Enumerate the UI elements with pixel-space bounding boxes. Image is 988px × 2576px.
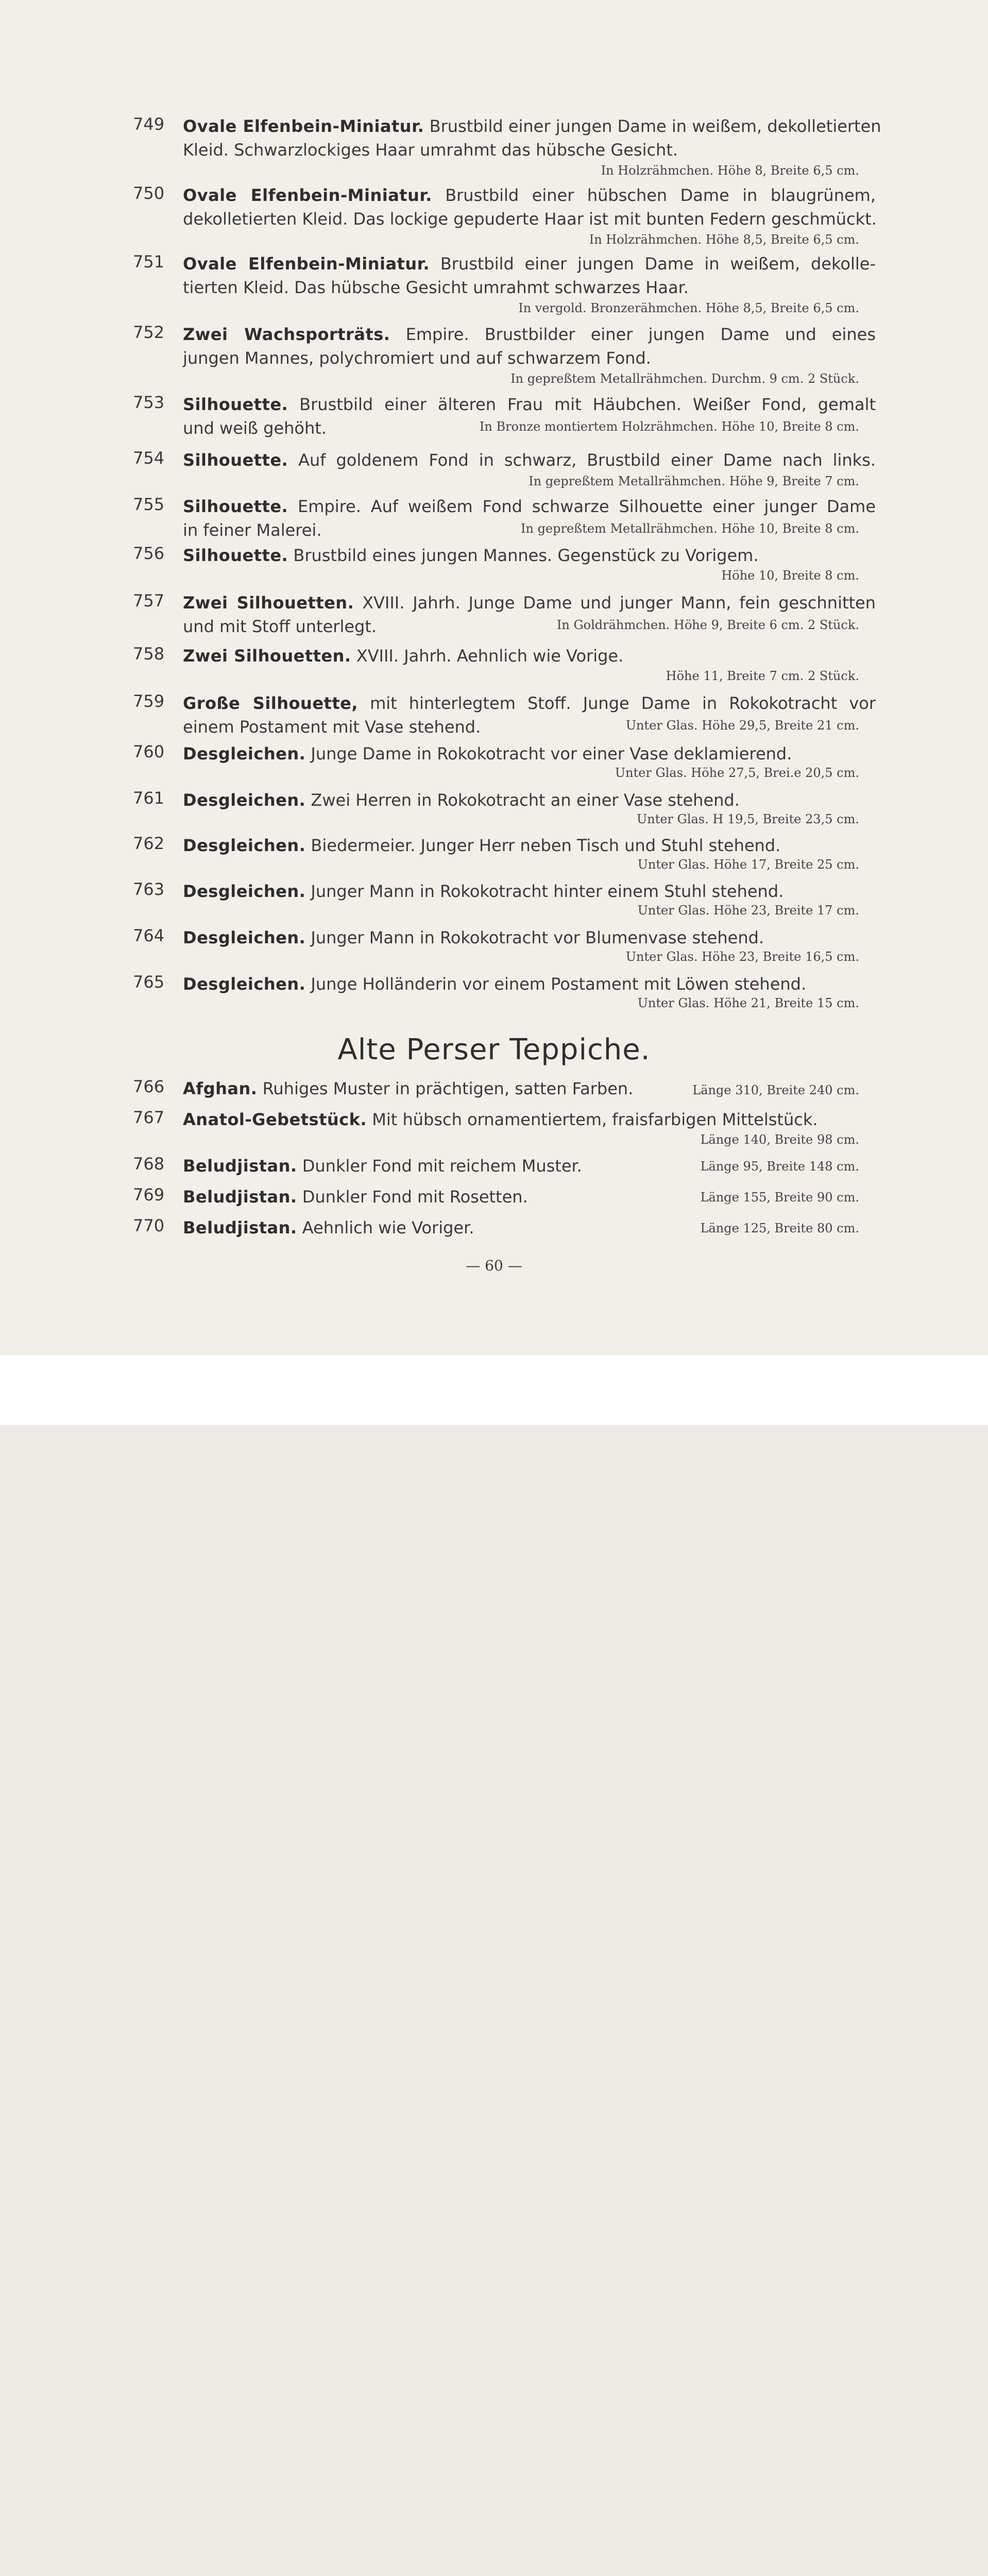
footer-bar (0, 1355, 988, 1425)
lot-title: Silhouette. (183, 497, 288, 516)
entry-text (183, 544, 876, 567)
lot-title: Beludjistan. (183, 1156, 297, 1176)
lot-measurements: Unter Glas. Höhe 23, Breite 16,5 cm. (625, 950, 859, 964)
lot-title: Desgleichen. (183, 928, 306, 947)
lot-measurements: In gepreßtem Metallrähmchen. Höhe 9, Breite 7 cm. (529, 474, 859, 488)
lot-measurements: In Bronze montiertem Holzrähmchen. Höhe 10, Breite 8 cm. (479, 419, 859, 434)
entry-text (183, 323, 876, 370)
lot-title: Ovale Elfenbein-Miniatur. (183, 116, 424, 136)
lot-measurements: Höhe 11, Breite 7 cm. 2 Stück. (666, 669, 859, 683)
lot-measurements: In Holzrähmchen. Höhe 8,5, Breite 6,5 cm. (589, 232, 859, 247)
lot-number: 770 (133, 1216, 165, 1235)
lot-description: Empire. Auf weißem Fond schwarze Silhouette einer junger Dame (297, 497, 876, 516)
lot-number: 763 (133, 879, 165, 899)
lot-number: 752 (133, 323, 165, 342)
lot-number: 768 (133, 1154, 165, 1174)
lot-description: Dunkler Fond mit Rosetten. (302, 1187, 528, 1207)
lot-title: Desgleichen. (183, 790, 306, 810)
entry-line-2: und weiß gehöht. (183, 418, 327, 438)
lot-title: Ovale Elfenbein-Miniatur. (183, 254, 430, 274)
lot-measurements: In Holzrähmchen. Höhe 8, Breite 6,5 cm. (601, 163, 859, 178)
lot-description: Brustbild einer jungen Dame in weißem, dekolle- (440, 254, 876, 274)
entry-line-1 (183, 691, 876, 715)
entry-text (183, 879, 876, 903)
lot-title: Beludjistan. (183, 1218, 297, 1238)
lot-title: Große Silhouette, (183, 693, 358, 713)
lot-number: 758 (133, 644, 165, 664)
lot-measurements: Unter Glas. Höhe 29,5, Breite 21 cm. (625, 718, 859, 733)
lot-description: Junger Mann in Rokokotracht vor Blumenvase stehend. (311, 928, 764, 947)
entry-text (183, 252, 876, 299)
lot-description: Aehnlich wie Voriger. (302, 1218, 474, 1238)
lot-title: Afghan. (183, 1079, 258, 1098)
lot-title: Anatol-Gebetstück. (183, 1110, 367, 1129)
entry-text (183, 644, 876, 668)
lot-description: XVIII. Jahrh. Aehnlich wie Vorige. (356, 646, 624, 666)
entry-line-1 (183, 834, 876, 857)
lot-number: 751 (133, 252, 165, 272)
lot-title: Zwei Silhouetten. (183, 646, 351, 666)
lot-number: 760 (133, 742, 165, 761)
entry-line-1 (183, 1108, 876, 1131)
lot-title: Desgleichen. (183, 974, 306, 994)
lot-number: 754 (133, 448, 165, 468)
lot-title: Desgleichen. (183, 744, 306, 764)
lot-description: XVIII. Jahrh. Junge Dame und junger Mann, fein geschnitten (362, 593, 876, 613)
lot-title: Desgleichen. (183, 882, 306, 901)
entry-line-2: in feiner Malerei. (183, 520, 322, 540)
lot-description: Brustbild eines jungen Mannes. Gegenstück zu Vorigem. (293, 546, 759, 565)
entry-line-1 (183, 788, 876, 812)
lot-description: Junge Dame in Rokokotracht vor einer Vase deklamierend. (311, 744, 792, 764)
lot-number: 761 (133, 788, 165, 808)
lot-measurements: In gepreßtem Metallrähmchen. Durchm. 9 cm. 2 Stück. (510, 371, 859, 386)
entry-text (183, 448, 876, 472)
lot-number: 759 (133, 691, 165, 711)
lot-title: Silhouette. (183, 450, 288, 470)
lot-description: Brustbild einer hübschen Dame in blaugrünem, (445, 185, 876, 205)
entry-text (183, 1108, 876, 1131)
entry-line-2: einem Postament mit Vase stehend. (183, 717, 481, 737)
entry-line-2: und mit Stoff unterlegt. (183, 617, 377, 636)
lot-number: 753 (133, 393, 165, 412)
lot-description: Zwei Herren in Rokokotracht an einer Vase stehend. (311, 790, 740, 810)
lot-measurements: Unter Glas. Höhe 27,5, Brei.e 20,5 cm. (615, 766, 859, 780)
entry-line-1 (183, 114, 881, 138)
entry-line-1 (183, 393, 876, 416)
entry-line-1 (183, 183, 876, 207)
lot-description: Mit hübsch ornamentiertem, fraisfarbigen Mittelstück. (372, 1110, 818, 1129)
lot-measurements: Höhe 10, Breite 8 cm. (721, 568, 859, 583)
lot-measurements: Länge 155, Breite 90 cm. (700, 1190, 859, 1205)
lot-number: 755 (133, 495, 165, 514)
lot-title: Beludjistan. (183, 1187, 297, 1207)
entry-text (183, 183, 876, 231)
lot-description: Brustbild einer älteren Frau mit Häubchen. Weißer Fond, gemalt (299, 395, 876, 414)
lot-description: Brustbild einer jungen Dame in weißem, dekolletierten (429, 116, 881, 136)
entry-line-1 (183, 252, 876, 276)
lot-title: Zwei Silhouetten. (183, 593, 354, 613)
lot-description: Junge Holländerin vor einem Postament mit Löwen stehend. (311, 974, 807, 994)
entry-line-1 (183, 495, 876, 518)
lot-measurements: In Goldrähmchen. Höhe 9, Breite 6 cm. 2 Stück. (556, 618, 859, 632)
lot-measurements: Länge 95, Breite 148 cm. (700, 1159, 859, 1174)
entry-line-1 (183, 323, 876, 346)
entry-line-1 (183, 879, 876, 903)
entry-line-2: jungen Mannes, polychromiert und auf schwarzem Fond. (183, 348, 651, 368)
lot-number: 749 (133, 114, 165, 134)
entry-line-1 (183, 591, 876, 615)
entry-line-1 (183, 544, 876, 567)
lot-number: 765 (133, 972, 165, 992)
lot-measurements: Länge 310, Breite 240 cm. (692, 1083, 859, 1097)
lot-measurements: In vergold. Bronzerähmchen. Höhe 8,5, Breite 6,5 cm. (518, 301, 859, 315)
lot-title: Desgleichen. (183, 836, 306, 855)
entry-text (183, 834, 876, 857)
lot-number: 766 (133, 1077, 165, 1096)
entry-text (183, 972, 876, 996)
page-number: — 60 — (466, 1257, 522, 1274)
lot-description: Junger Mann in Rokokotracht hinter einem Stuhl stehend. (311, 882, 784, 901)
entry-line-2: tierten Kleid. Das hübsche Gesicht umrahmt schwarzes Haar. (183, 278, 689, 297)
lot-measurements: In gepreßtem Metallrähmchen. Höhe 10, Breite 8 cm. (521, 521, 859, 536)
entry-line-2: Kleid. Schwarzlockiges Haar umrahmt das hübsche Gesicht. (183, 140, 678, 160)
entry-line-1 (183, 742, 876, 766)
lot-title: Ovale Elfenbein-Miniatur. (183, 185, 432, 205)
lot-measurements: Länge 125, Breite 80 cm. (700, 1221, 859, 1235)
entry-text (183, 926, 876, 950)
entry-text (183, 788, 876, 812)
lot-title: Zwei Wachsporträts. (183, 325, 390, 344)
lot-measurements: Länge 140, Breite 98 cm. (700, 1132, 859, 1147)
lot-number: 769 (133, 1185, 165, 1205)
section-heading: Alte Perser Teppiche. (337, 1033, 651, 1066)
lot-measurements: Unter Glas. H 19,5, Breite 23,5 cm. (637, 812, 859, 826)
entry-line-2: dekolletierten Kleid. Das lockige gepuderte Haar ist mit bunten Federn geschmückt. (183, 209, 877, 229)
lot-number: 762 (133, 834, 165, 853)
lot-measurements: Unter Glas. Höhe 17, Breite 25 cm. (637, 857, 859, 872)
lot-measurements: Unter Glas. Höhe 21, Breite 15 cm. (637, 996, 859, 1010)
lot-number: 756 (133, 544, 165, 563)
entry-text (183, 114, 881, 162)
lot-number: 757 (133, 591, 165, 611)
lot-description: Ruhiges Muster in prächtigen, satten Farben. (262, 1079, 634, 1098)
lot-measurements: Unter Glas. Höhe 23, Breite 17 cm. (637, 903, 859, 918)
entry-text (183, 742, 876, 766)
lot-description: mit hinterlegtem Stoff. Junge Dame in Rokokotracht vor (370, 693, 876, 713)
entry-line-1 (183, 644, 876, 668)
entry-line-1 (183, 926, 876, 950)
lot-description: Biedermeier. Junger Herr neben Tisch und Stuhl stehend. (311, 836, 781, 855)
lot-description: Empire. Brustbilder einer jungen Dame und eines (405, 325, 876, 344)
lot-number: 750 (133, 183, 165, 203)
lot-description: Auf goldenem Fond in schwarz, Brustbild einer Dame nach links. (298, 450, 876, 470)
entry-line-1 (183, 972, 876, 996)
lot-number: 767 (133, 1108, 165, 1127)
entry-line-1 (183, 448, 876, 472)
lot-number: 764 (133, 926, 165, 945)
lot-description: Dunkler Fond mit reichem Muster. (302, 1156, 582, 1176)
lot-title: Silhouette. (183, 546, 288, 565)
lot-title: Silhouette. (183, 395, 288, 414)
